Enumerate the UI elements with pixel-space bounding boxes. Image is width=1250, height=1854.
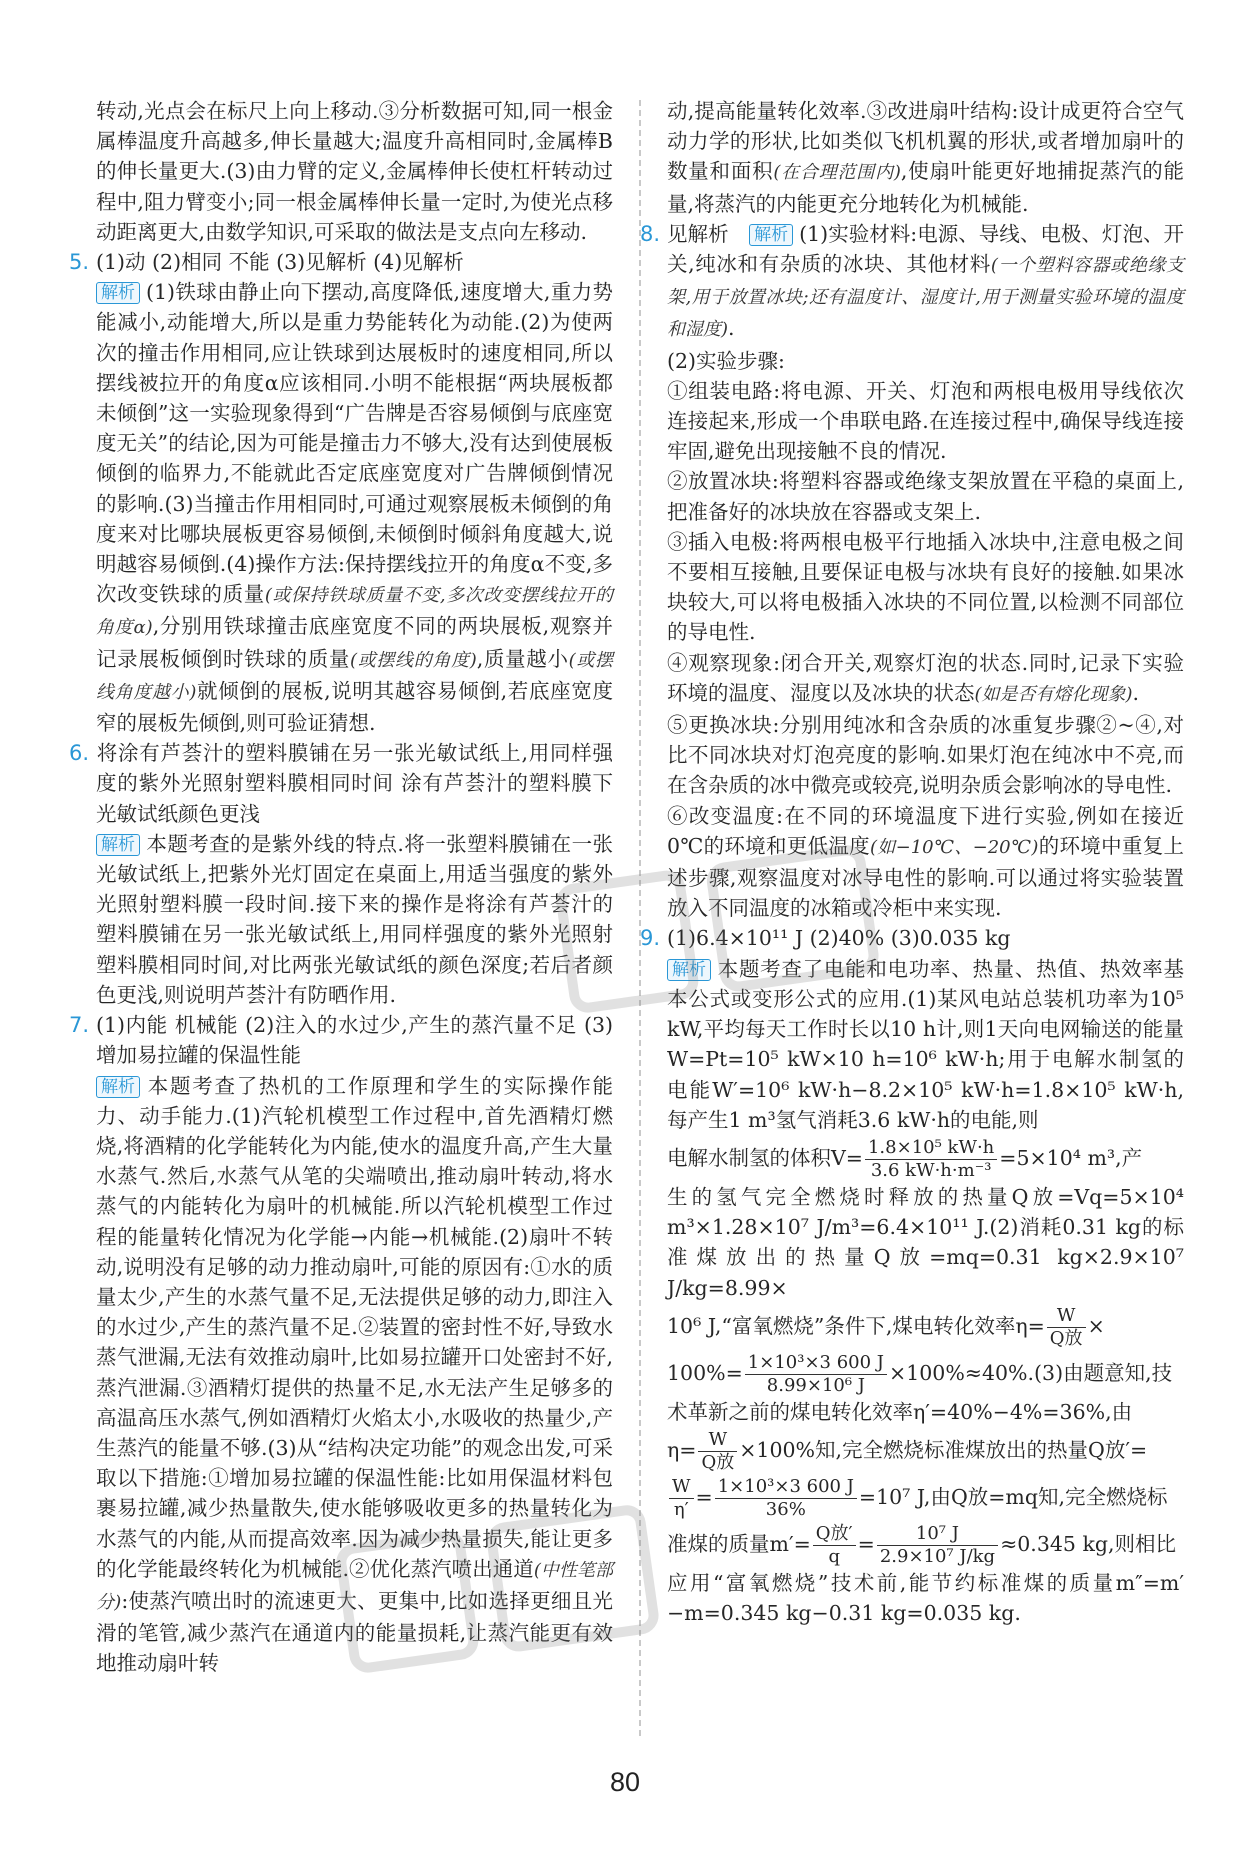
denominator: 8.99×10⁶ J	[766, 1374, 866, 1396]
analysis-text: (1)实验材料:电源、导线、电极、灯泡、开关,纯冰和有杂质的冰块、其他材料	[667, 221, 1184, 277]
analysis-note: (一个塑料容器或绝缘支架,用于放置冰块;还有温度计、湿度计,用于测量实验环境的温度和湿度)	[667, 255, 1185, 341]
step-1: ①组装电路:将电源、开关、灯泡和两根电极用导线依次连接起来,形成一个串联电路.在连接过程中,确保导线连接牢固,避免出现接触不良的情况.	[667, 378, 1184, 464]
analysis-6	[96, 829, 613, 1010]
formula-volume	[667, 1135, 1184, 1182]
analysis-text: 本题考查了电能和电功率、热量、热值、热效率基本公式或变形公式的应用.(1)某风电站总装机功率为10⁵ kW,平均每天工作时长以10 h计,则1天向电网输送的能量W=Pt=10⁵ kW×10 h=10⁶ kW·h;用于电解水制氢的电能W′=10⁶ kW·h−8.2×10⁵ kW·h=1.8×10⁵ kW·h,每产生1 m³氢气消耗3.6 kW·h的电能,则	[667, 956, 1184, 1132]
analysis-note: (在合理范围内)	[773, 162, 901, 184]
denominator: q	[828, 1545, 840, 1567]
analysis-text: ,质量越小	[476, 646, 569, 671]
formula-text: =	[857, 1531, 875, 1556]
formula-text: =	[695, 1484, 713, 1509]
step-text: ⑥改变温度:在不同的环境温度下进行实验,例如在接近0℃的环境和更低温度	[667, 803, 1184, 858]
steps-heading: (2)实验步骤:	[667, 348, 785, 373]
step-5: ⑤更换冰块:分别用纯冰和含杂质的冰重复步骤②~④,对比不同冰块对灯泡亮度的影响.如果灯泡在纯冰中不亮,而在含杂质的冰中微亮或较亮,说明杂质会影响冰的导电性.	[667, 713, 1184, 798]
step-text: 的环境中重复上述步骤,观察温度对冰导电性的影响.可以通过将实验装置放入不同温度的冰箱或冷柜中来实现.	[667, 833, 1184, 921]
answer: 见解析	[667, 221, 729, 246]
numerator: 1×10³×3 600 J	[715, 1476, 857, 1499]
formula-text: 10⁶ J,“富氧燃烧”条件下,煤电转化效率η=	[667, 1313, 1045, 1338]
analysis-text: .	[728, 316, 735, 341]
denominator: 2.9×10⁷ J/kg	[879, 1545, 996, 1567]
fraction	[715, 1476, 857, 1521]
analysis-text: ,使扇叶能更好地捕捉蒸汽的能量,将蒸汽的内能更充分地转化为机械能.	[667, 159, 1185, 216]
formula-text: =5×10⁴ m³,产	[999, 1145, 1143, 1170]
formula-efficiency-value	[667, 1350, 1184, 1397]
analysis-text: ,分别用铁球撞击底座宽度不同的两块展板,观察并记录展板倾倒时铁球的质量	[96, 614, 613, 671]
step-6	[667, 801, 1184, 924]
analysis-tag: 解析	[749, 224, 793, 246]
analysis-text: 就倾倒的展板,说明其越容易倾倒,若底座宽度窄的展板先倾倒,则可验证猜想.	[96, 678, 613, 736]
step-3: ③插入电极:将两根电极平行地插入冰块中,注意电极之间不要相互接触,且要保证电极与冰块有良好的接触.如果冰块较大,可以将电极插入冰块的不同位置,以检测不同部位的导电性.	[667, 529, 1184, 645]
step-text: .	[1132, 680, 1140, 705]
continued-analysis: 转动,光点会在标尺上向上移动.③分析数据可知,同一根金属棒温度升高越多,伸长量越大;温度升高相同时,金属棒B的伸长量更大.(3)由力臂的定义,金属棒伸长使杠杆转动过程中,阻力臂变小;同一根金属棒伸长量一定时,为使光点移动距离更大,由数学知识,可采取的做法是支点向左移动.	[96, 99, 613, 244]
left-column	[69, 96, 614, 1679]
numerator: 1×10³×3 600 J	[745, 1352, 887, 1375]
numerator: W	[669, 1476, 694, 1499]
analysis-text: 本题考查了热机的工作原理和学生的实际操作能力、动手能力.(1)汽轮机模型工作过程中,首先酒精灯燃烧,将酒精的化学能转化为内能,使水的温度升高,产生大量水蒸气.然后,水蒸气从笔的尖端喷出,推动扇叶转动,将水蒸气的内能转化为扇叶的机械能.所以汽轮机模型工作过程的能量转化情况为化学能→内能→机械能.(2)扇叶不转动,说明没有足够的动力推动扇叶,可能的原因有:①水的质量太少,产生的水蒸气量不足,无法提供足够的动力,即注入的水过少,产生的蒸汽量不足.②装置的密封性不好,导致水蒸气泄漏,无法有效推动扇叶,比如易拉罐开口处密封不好,蒸汽泄漏.③酒精灯提供的热量不足,水无法产生足够多的高温高压水蒸气,例如酒精灯火焰太小,水吸收的热量少,产生蒸汽的能量不够.(3)从“结构决定功能”的观念出发,可采取以下措施:①增加易拉罐的保温性能:比如用保温材料包裹易拉罐,减少热量散失,使水能够吸收更多的热量转化为水蒸气的内能,从而提高效率.因为减少热量损失,能让更多的化学能最终转化为机械能.②优化蒸汽喷出通道	[96, 1073, 613, 1581]
question-number: 8.	[640, 221, 661, 246]
analysis-tag: 解析	[667, 959, 711, 981]
formula-text: η=	[667, 1437, 697, 1462]
denominator: 36%	[765, 1498, 806, 1520]
analysis-tag: 解析	[96, 1076, 140, 1098]
formula-heat-prime	[667, 1427, 1184, 1474]
analysis-note: (或保持铁球质量不变,多次改变摆线拉开的角度α)	[96, 585, 614, 639]
formula-text: 准煤的质量m′=	[667, 1531, 811, 1556]
numerator: Q放′	[813, 1523, 856, 1546]
denominator: Q放	[1049, 1327, 1083, 1349]
formula-text: ×100%知,完全燃烧标准煤放出的热量Q放′=	[739, 1437, 1148, 1462]
analysis-conclusion: 应用“富氧燃烧”技术前,能节约标准煤的质量m″=m′−m=0.345 kg−0.31 kg=0.035 kg.	[667, 1570, 1184, 1626]
continued-analysis	[667, 96, 1184, 219]
column-divider	[639, 100, 641, 1736]
formula-text: ≈0.345 kg,则相比	[1000, 1531, 1177, 1556]
fraction	[669, 1476, 694, 1521]
answer: 将涂有芦荟汁的塑料膜铺在另一张光敏试纸上,用同样强度的紫外光照射塑料膜相同时间 涂有芦荟汁的塑料膜下光敏试纸颜色更浅	[96, 741, 613, 826]
analysis-text: 动,提高能量转化效率.③改进扇叶结构:设计成更符合空气动力学的形状,比如类似飞机机翼的形状,或者增加扇叶的数量和面积	[667, 99, 1184, 184]
analysis-text-before: 术革新之前的煤电转化效率η′=40%−4%=36%,由	[667, 1399, 1133, 1424]
formula-heat-value	[667, 1474, 1184, 1521]
step-4	[667, 648, 1184, 710]
fraction	[698, 1429, 737, 1474]
analysis-text: 本题考查的是紫外线的特点.将一张塑料膜铺在一张光敏试纸上,把紫外光灯固定在桌面上,用适当强度的紫外光照射塑料膜一段时间.接下来的操作是将涂有芦荟汁的塑料膜铺在另一张光敏试纸上,用同样强度的紫外光照射塑料膜相同时间,对比两张光敏试纸的颜色深度;若后者颜色更浅,则说明芦荟汁有防晒作用.	[96, 831, 613, 1007]
analysis-text: (1)铁球由静止向下摆动,高度降低,速度增大,重力势能减小,动能增大,所以是重力势能转化为动能.(2)为使两次的撞击作用相同,应让铁球到达展板时的速度相同,所以摆线被拉开的角度α应该相同.小明不能根据“两块展板都未倾倒”这一实验现象得到“广告牌是否容易倾倒与底座宽度无关”的结论,因为可能是撞击力不够大,没有达到使展板倾倒的临界力,不能就此否定底座宽度对广告牌倾倒情况的影响.(3)当撞击作用相同时,可通过观察展板未倾倒的角度来对比哪块展板更容易倾倒,未倾倒时倾斜角度越大,说明越容易倾倒.(4)操作方法:保持摆线拉开的角度α不变,多次改变铁球的质量	[96, 280, 613, 607]
denominator: η′	[673, 1498, 689, 1520]
fraction	[865, 1137, 997, 1182]
analysis-7	[96, 1071, 613, 1679]
formula-text: ×	[1087, 1313, 1105, 1338]
answer: (1)内能 机械能 (2)注入的水过少,产生的蒸汽量不足 (3)增加易拉罐的保温性能	[96, 1013, 613, 1068]
formula-text: 100%=	[667, 1360, 743, 1385]
question-number: 9.	[640, 926, 661, 951]
step-note: (如是否有熔化现象)	[974, 683, 1133, 705]
question-8	[640, 219, 1185, 346]
step-note: (如−10℃、−20℃)	[869, 836, 1039, 858]
step-text: ④观察现象:闭合开关,观察灯泡的状态.同时,记录下实验环境的温度、湿度以及冰块的状态	[667, 650, 1184, 705]
numerator: W	[698, 1429, 737, 1452]
formula-efficiency	[667, 1303, 1184, 1350]
fraction	[745, 1352, 887, 1397]
analysis-tag: 解析	[96, 282, 140, 304]
question-5	[69, 247, 613, 277]
formula-text: =10⁷ J,由Q放=mq知,完全燃烧标	[858, 1484, 1168, 1509]
numerator: W	[1047, 1305, 1086, 1328]
formula-text: 电解水制氢的体积V=	[667, 1145, 863, 1170]
analysis-5	[96, 277, 613, 738]
analysis-note: (或摆线角度越小)	[96, 649, 614, 703]
question-7	[69, 1010, 613, 1070]
analysis-text-heat: 生的氢气完全燃烧时释放的热量Q放=Vq=5×10⁴ m³×1.28×10⁷ J/m³=6.4×10¹¹ J.(2)消耗0.31 kg的标准煤放出的热量Q放=mq=0.31 kg×2.9×10⁷ J/kg=8.99×	[667, 1184, 1184, 1300]
fraction	[1047, 1305, 1086, 1350]
question-6	[69, 738, 613, 829]
analysis-note: (或摆线的角度)	[350, 649, 477, 671]
right-column	[640, 96, 1185, 1628]
analysis-9	[667, 954, 1184, 1135]
analysis-note: (中性笔部分)	[96, 1559, 613, 1613]
question-number: 5.	[69, 250, 90, 275]
answer: (1)6.4×10¹¹ J (2)40% (3)0.035 kg	[667, 926, 1011, 951]
numerator: 10⁷ J	[877, 1523, 998, 1546]
question-number: 7.	[69, 1013, 90, 1038]
denominator: 3.6 kW·h·m⁻³	[870, 1159, 992, 1181]
analysis-text: :使蒸汽喷出时的流速更大、更集中,比如选择更细且光滑的笔管,减少蒸汽在通道内的能量损耗,让蒸汽能更有效地推动扇叶转	[96, 1588, 613, 1676]
fraction	[877, 1523, 998, 1568]
page-number: 80	[609, 1767, 641, 1797]
denominator: Q放	[701, 1451, 735, 1473]
analysis-tag: 解析	[96, 834, 140, 856]
question-9	[640, 923, 1184, 953]
answer: (1)动 (2)相同 不能 (3)见解析 (4)见解析	[96, 250, 464, 275]
question-number: 6.	[69, 741, 90, 766]
fraction	[813, 1523, 856, 1568]
formula-mass	[667, 1521, 1184, 1568]
step-2: ②放置冰块:将塑料容器或绝缘支架放置在平稳的桌面上,把准备好的冰块放在容器或支架上.	[667, 469, 1184, 524]
numerator: 1.8×10⁵ kW·h	[865, 1137, 997, 1160]
formula-text: ×100%≈40%.(3)由题意知,技	[889, 1360, 1173, 1385]
